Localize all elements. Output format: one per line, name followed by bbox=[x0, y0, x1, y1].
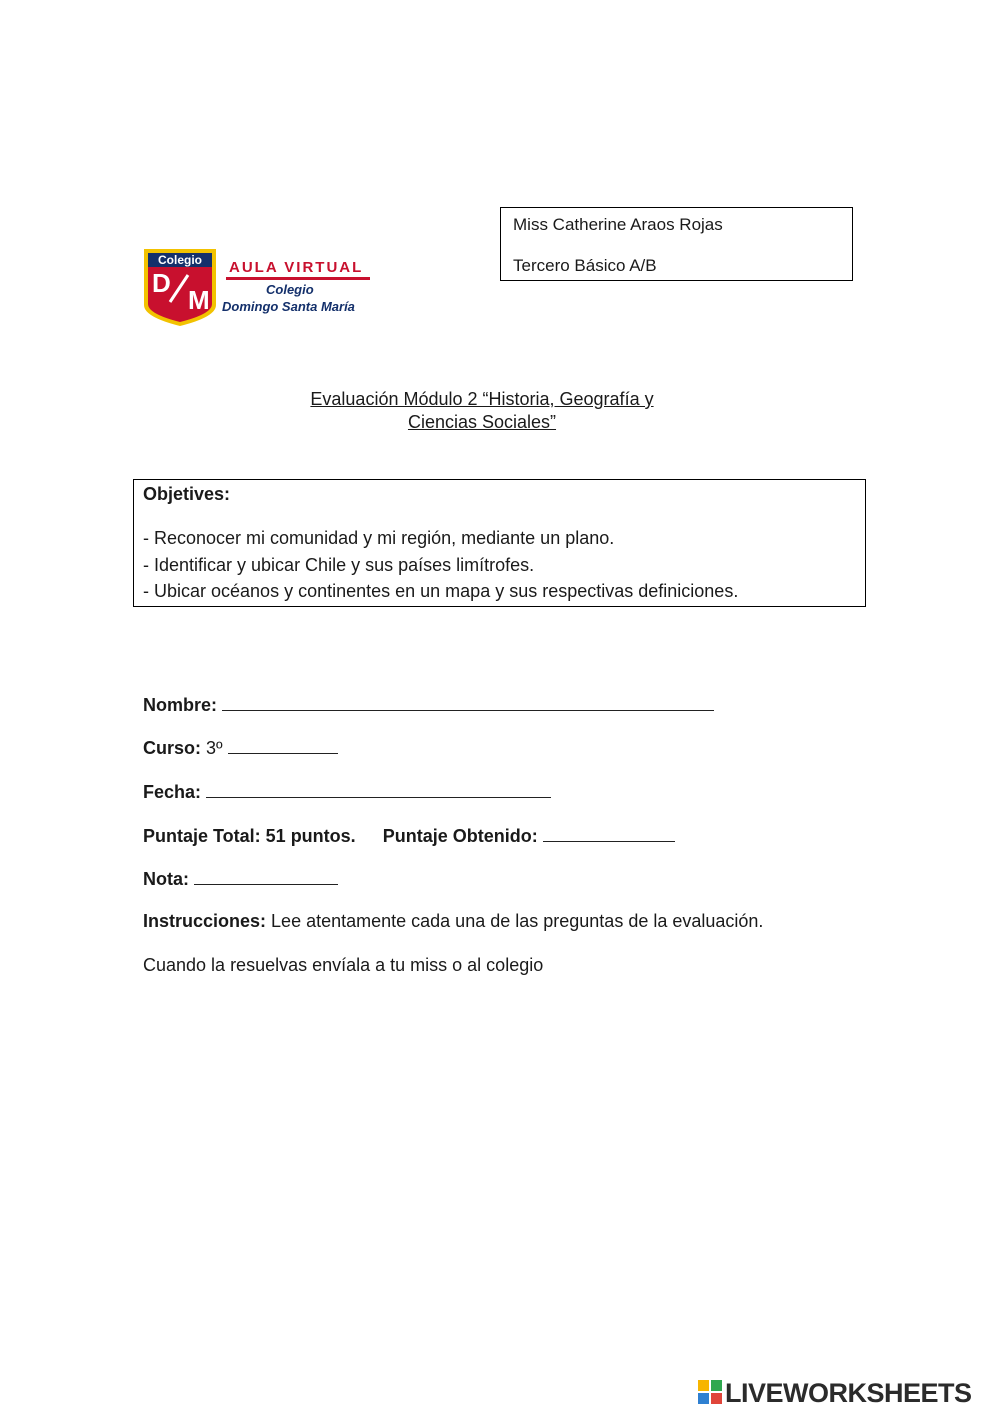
nota-field[interactable] bbox=[194, 868, 338, 885]
logo-colegio-text: Colegio bbox=[266, 282, 314, 297]
instrucciones-row bbox=[143, 911, 763, 932]
objectives-list bbox=[143, 525, 738, 605]
curso-field[interactable] bbox=[228, 737, 338, 754]
instrucciones-label: Instrucciones: bbox=[143, 911, 267, 931]
curso-label: Curso: bbox=[143, 738, 201, 758]
title-line-1: Evaluación Módulo 2 “Historia, Geografía y bbox=[310, 389, 654, 409]
logo-school-name: Domingo Santa María bbox=[222, 299, 355, 314]
nota-label: Nota: bbox=[143, 869, 189, 889]
shield-label: Colegio bbox=[158, 253, 202, 267]
objective-item: - Reconocer mi comunidad y mi región, mediante un plano. bbox=[143, 528, 615, 548]
svg-text:M: M bbox=[188, 285, 210, 315]
instrucciones-text: Lee atentamente cada una de las preguntas de la evaluación. bbox=[271, 911, 764, 931]
objective-item: - Identificar y ubicar Chile y sus países limítrofes. bbox=[143, 554, 535, 575]
teacher-name: Miss Catherine Araos Rojas bbox=[513, 215, 723, 234]
aula-virtual-text: AULA VIRTUAL bbox=[229, 259, 364, 276]
teacher-course: Tercero Básico A/B bbox=[513, 256, 657, 275]
liveworksheets-logo-icon bbox=[698, 1380, 722, 1404]
puntaje-obtenido-field[interactable] bbox=[543, 825, 675, 842]
teacher-info-box bbox=[500, 207, 853, 281]
objectives-heading: Objetives: bbox=[143, 484, 231, 504]
nota-row bbox=[143, 868, 338, 890]
send-instruction: Cuando la resuelvas envíala a tu miss o al colegio bbox=[143, 955, 544, 975]
liveworksheets-text: LIVEWORKSHEETS bbox=[725, 1378, 972, 1408]
nombre-label: Nombre: bbox=[143, 695, 218, 715]
objective-item: - Ubicar océanos y continentes en un mapa y sus respectivas definiciones. bbox=[143, 581, 739, 601]
nombre-field[interactable] bbox=[222, 694, 714, 711]
objectives-box bbox=[133, 479, 866, 607]
curso-row bbox=[143, 737, 338, 759]
puntaje-obtenido-label: Puntaje Obtenido: bbox=[382, 826, 538, 846]
nombre-row bbox=[143, 694, 714, 716]
curso-value: 3º bbox=[206, 738, 223, 758]
svg-text:D: D bbox=[152, 268, 171, 298]
logo-divider bbox=[226, 277, 370, 280]
title-line-2: Ciencias Sociales” bbox=[407, 412, 557, 432]
puntaje-row bbox=[143, 825, 675, 847]
fecha-field[interactable] bbox=[206, 781, 551, 798]
fecha-row bbox=[143, 781, 551, 803]
fecha-label: Fecha: bbox=[143, 782, 202, 802]
puntaje-total: Puntaje Total: 51 puntos. bbox=[143, 826, 356, 846]
page-title bbox=[240, 388, 724, 434]
school-logo bbox=[142, 247, 377, 327]
school-shield-icon bbox=[142, 247, 218, 327]
